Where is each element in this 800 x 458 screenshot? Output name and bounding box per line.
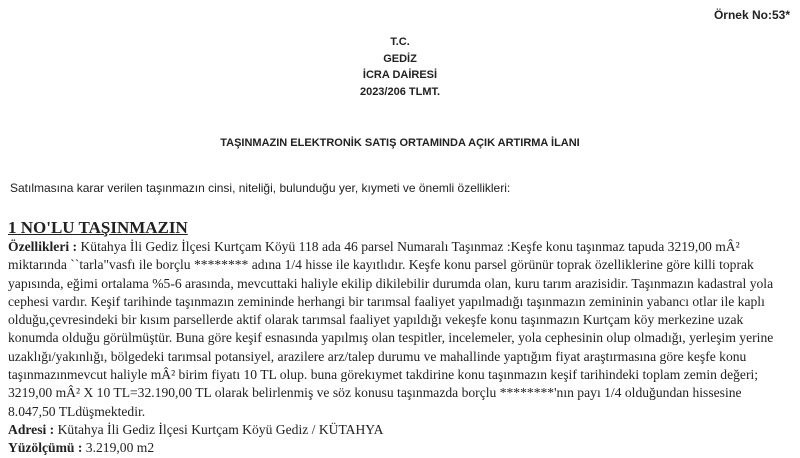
address-field (8, 421, 792, 439)
property-heading: 1 NO'LU TAŞINMAZIN (8, 218, 188, 237)
address-label: Adresi : (8, 421, 55, 437)
area-field (8, 439, 792, 457)
area-text: 3.219,00 m2 (85, 440, 155, 456)
header-line-tc: T.C. (390, 36, 410, 48)
address-text: Kütahya İli Gediz İlçesi Kurtçam Köyü Gediz / KÜTAHYA (57, 421, 384, 437)
sample-number: Örnek No:53* (713, 8, 790, 22)
intro-text: Satılmasına karar verilen taşınmazın cinsi, niteliği, bulunduğu yer, kıymeti ve önemli özellikleri: (10, 181, 511, 195)
features-field (8, 238, 792, 421)
header-line-file-no: 2023/206 TLMT. (359, 85, 441, 98)
features-text: Kütahya İli Gediz İlçesi Kurtçam Köyü 118 ada 46 parsel Numaralı Taşınmaz :Keşfe konu taşınmaz tapuda 3219,00 mÂ² miktarında ``tarla"vasfı ile borçlu ******** adına 1/4 hisse ile kayıtlıdır. Keşfe konu parsel görünür toprak özelliklerine göre killi toprak yapısında, eğimi ortalama %5-6 arasında, mevcuttaki haliyle ekilip dikilebilir durumda olan, kuru tarım arazisidir. Taşınmazın kadastral yola cephesi vardır. Keşif tarihinde taşınmazın zemininde herhangi bir tarımsal faaliyet yapılmadığı taşınmazın zemininin yabancı otlar ile kaplı olduğu,çevresindeki bir kısım parsellerde aktif olarak tarımsal faaliyet yapıldığı vekeşfe konu taşınmazın Kurtçam köy merkezine uzak konumda olduğu görülmüştür. Buna göre keşif esnasında yapılmış olan tespitler, incelemeler, yola cephesinin olup olmadığı, yerleşim yerine uzaklığı/yakınlığı, bölgedeki tarımsal potansiyel, arazilere arz/talep durumu ve mahallinde yaptığım fiyat araştırmasına göre keşfe konu taşınmazınmevcut haliyle mÂ² birim fiyatı 10 TL olup. buna görekıymet takdirine konu taşınmazın keşif tarihindeki toplam zemin değeri; 3219,00 mÂ² X 10 TL=32.190,00 TL olarak belirlenmiş ve söz konusu taşınmazda borçlu ********'nın payı 1/4 olduğundan hissesine 8.047,50 TLdüşmektedir. (8, 239, 774, 419)
header-line-office: İCRA DAİRESİ (362, 69, 438, 81)
announcement-title: TAŞINMAZIN ELEKTRONİK SATIŞ ORTAMINDA AÇIK ARTIRMA İLANI (220, 137, 580, 149)
area-label: Yüzölçümü : (8, 440, 83, 456)
office-header (0, 34, 800, 100)
features-label: Özellikleri : (8, 239, 78, 254)
header-line-city: GEDİZ (383, 52, 417, 65)
property-section (8, 218, 792, 458)
